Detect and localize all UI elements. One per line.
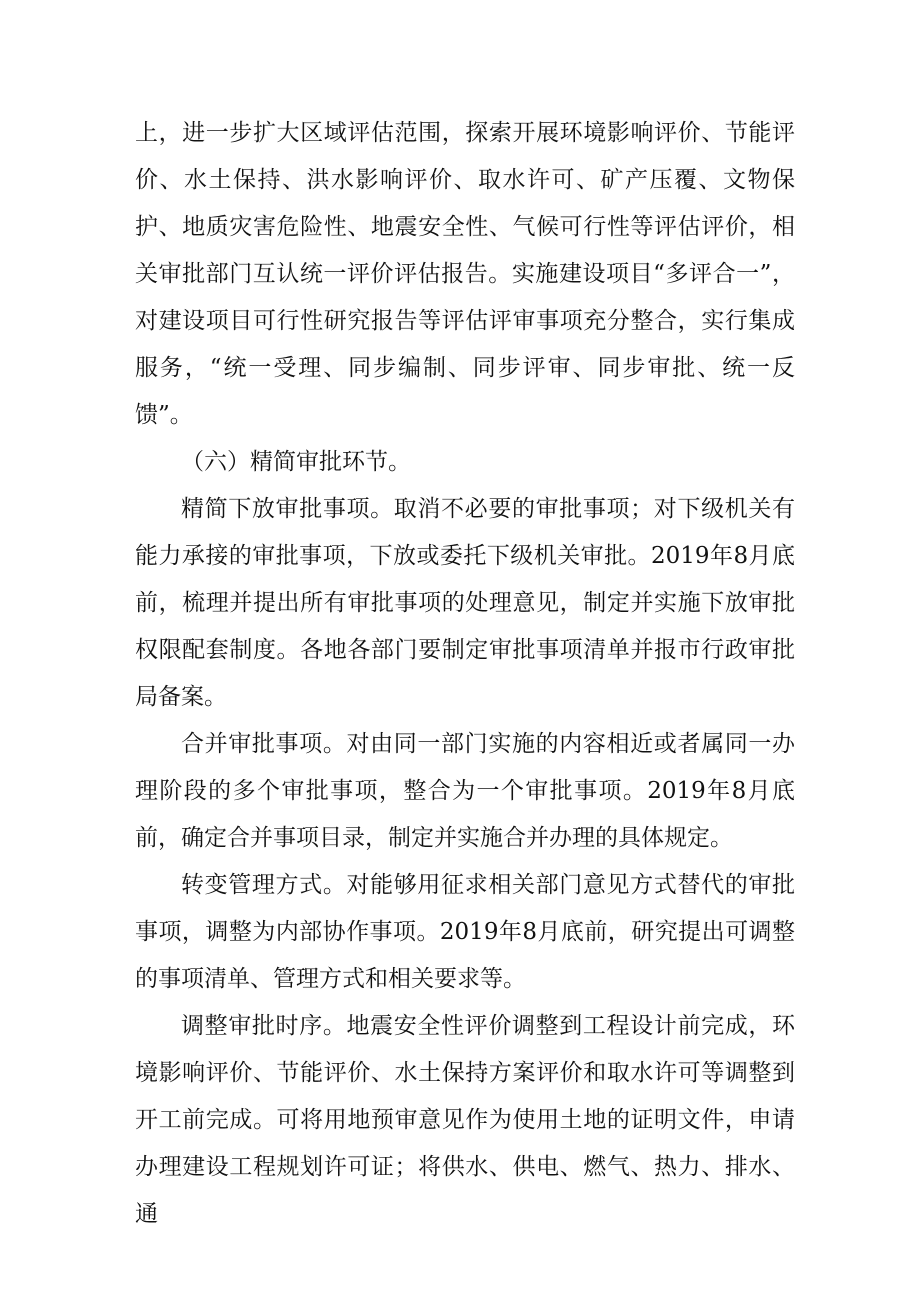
section-heading: （六）精简审批环节。 (181, 449, 411, 475)
paragraph-change-management: 转变管理方式。对能够用征求相关部门意见方式替代的审批事项，调整为内部协作事项。2019年8月底前，研究提出可调整的事项清单、管理方式和相关要求等。 (135, 872, 795, 992)
paragraph-merge-items: 合并审批事项。对由同一部门实施的内容相近或者属同一办理阶段的多个审批事项，整合为一个审批事项。2019年8月底前，确定合并事项目录，制定并实施合并办理的具体规定。 (135, 731, 795, 851)
document-body (135, 110, 795, 1238)
paragraph-adjust-sequence: 调整审批时序。地震安全性评价调整到工程设计前完成，环境影响评价、节能评价、水土保持方案评价和取水许可等调整到开工前完成。可将用地预审意见作为使用土地的证明文件，申请办理建设工程规划许可证；将供水、供电、燃气、热力、排水、通 (135, 1013, 795, 1227)
paragraph-simplify-delegate: 精简下放审批事项。取消不必要的审批事项；对下级机关有能力承接的审批事项，下放或委托下级机关审批。2019年8月底前，梳理并提出所有审批事项的处理意见，制定并实施下放审批权限配套制度。各地各部门要制定审批事项清单并报市行政审批局备案。 (135, 496, 795, 710)
paragraph-continuation: 上，进一步扩大区域评估范围，探索开展环境影响评价、节能评价、水土保持、洪水影响评价、取水许可、矿产压覆、文物保护、地质灾害危险性、地震安全性、气候可行性等评估评价，相关审批部门互认统一评价评估报告。实施建设项目“多评合一”，对建设项目可行性研究报告等评估评审事项充分整合，实行集成服务，“统一受理、同步编制、同步评审、同步审批、统一反馈”。 (135, 120, 795, 428)
